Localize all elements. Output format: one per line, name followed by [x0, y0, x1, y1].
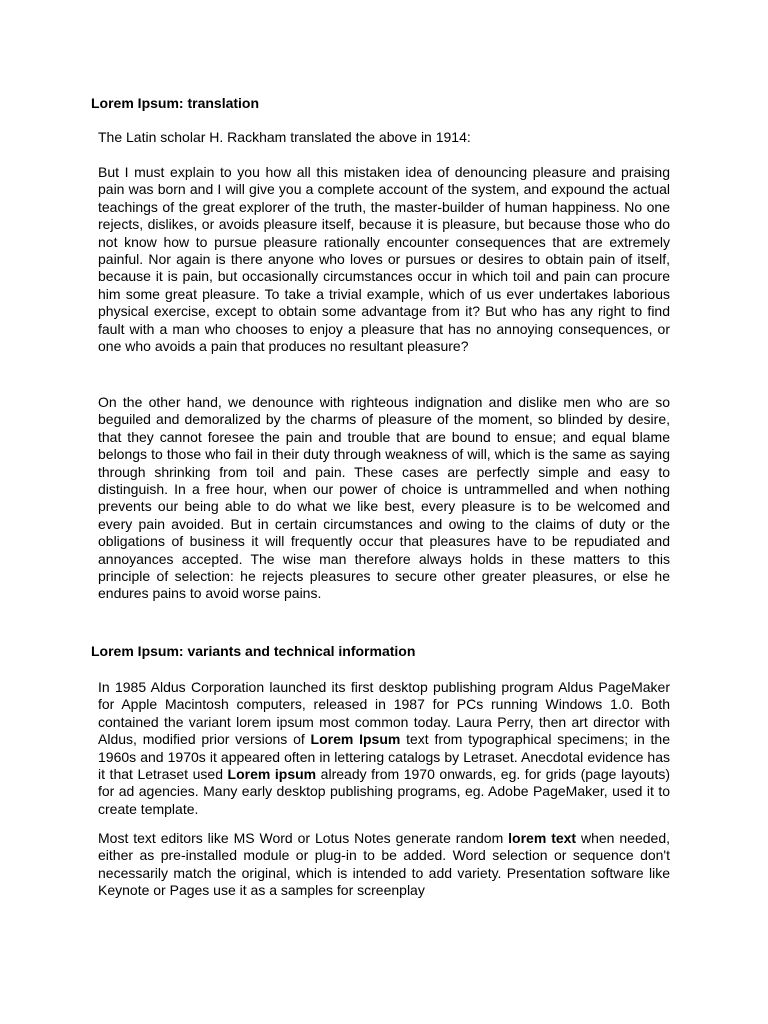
section-heading-variants: Lorem Ipsum: variants and technical information: [91, 643, 416, 659]
variants-paragraph-1: [98, 679, 670, 818]
bold-term: Lorem ipsum: [227, 766, 317, 783]
text-segment: when needed, either as pre-installed module or plug-in to be added. Word selection or sequence don't necessarily match the original, which is intended to add variety. Presentation software like Keynote or Pages use it as a samples for screenplay: [98, 830, 670, 899]
text-segment: In 1985 Aldus Corporation launched its first desktop publishing program Aldus PageMaker for Apple Macintosh computers, released in 1987 for PCs running Windows 1.0. Both contained the variant lorem ipsum most common today. Laura Perry, then art director with Aldus, modified prior versions of: [98, 679, 670, 748]
bold-term: Lorem Ipsum: [310, 731, 401, 748]
text-segment: text from typographical specimens; in the 1960s and 1970s it appeared often in lettering catalogs by Letraset. Anecdotal evidence has it that Letraset used: [98, 731, 671, 783]
variants-paragraph-2: [98, 830, 670, 906]
intro-paragraph: The Latin scholar H. Rackham translated the above in 1914:: [98, 129, 471, 145]
bold-term: lorem text: [508, 830, 577, 846]
text-segment: Most text editors like MS Word or Lotus Notes generate random: [98, 830, 509, 846]
translation-paragraph-2: On the other hand, we denounce with righteous indignation and dislike men who are so beguiled and demoralized by the charms of pleasure of the moment, so blinded by desire, that they cannot foresee the pain and trouble that are bound to ensue; and equal blame belongs to those who fail in their duty through weakness of will, which is the same as saying through shrinking from toil and pain. These cases are perfectly simple and easy to distinguish. In a free hour, when our power of choice is untrammelled and when nothing prevents our being able to do what we like best, every pleasure is to be welcomed and every pain avoided. But in certain circumstances and owing to the claims of duty or the obligations of business it will frequently occur that pleasures have to be repudiated and annoyances accepted. The wise man therefore always holds in these matters to this principle of selection: he rejects pleasures to secure other greater pleasures, or else he endures pains to avoid worse pains.: [98, 394, 670, 602]
text-segment: already from 1970 onwards, eg. for grids (page layouts) for ad agencies. Many early desktop publishing programs, eg. Adobe PageMaker, used it to create template.: [98, 766, 670, 817]
translation-paragraph-1: But I must explain to you how all this mistaken idea of denouncing pleasure and praising pain was born and I will give you a complete account of the system, and expound the actual teachings of the great explorer of the truth, the master-builder of human happiness. No one rejects, dislikes, or avoids pleasure itself, because it is pleasure, but because those who do not know how to pursue pleasure rationally encounter consequences that are extremely painful. Nor again is there anyone who loves or pursues or desires to obtain pain of itself, because it is pain, but occasionally circumstances occur in which toil and pain can procure him some great pleasure. To take a trivial example, which of us ever undertakes laborious physical exercise, except to obtain some advantage from it? But who has any right to find fault with a man who chooses to enjoy a pleasure that has no annoying consequences, or one who avoids a pain that produces no resultant pleasure?: [98, 164, 670, 355]
section-heading-translation: Lorem Ipsum: translation: [91, 95, 260, 111]
